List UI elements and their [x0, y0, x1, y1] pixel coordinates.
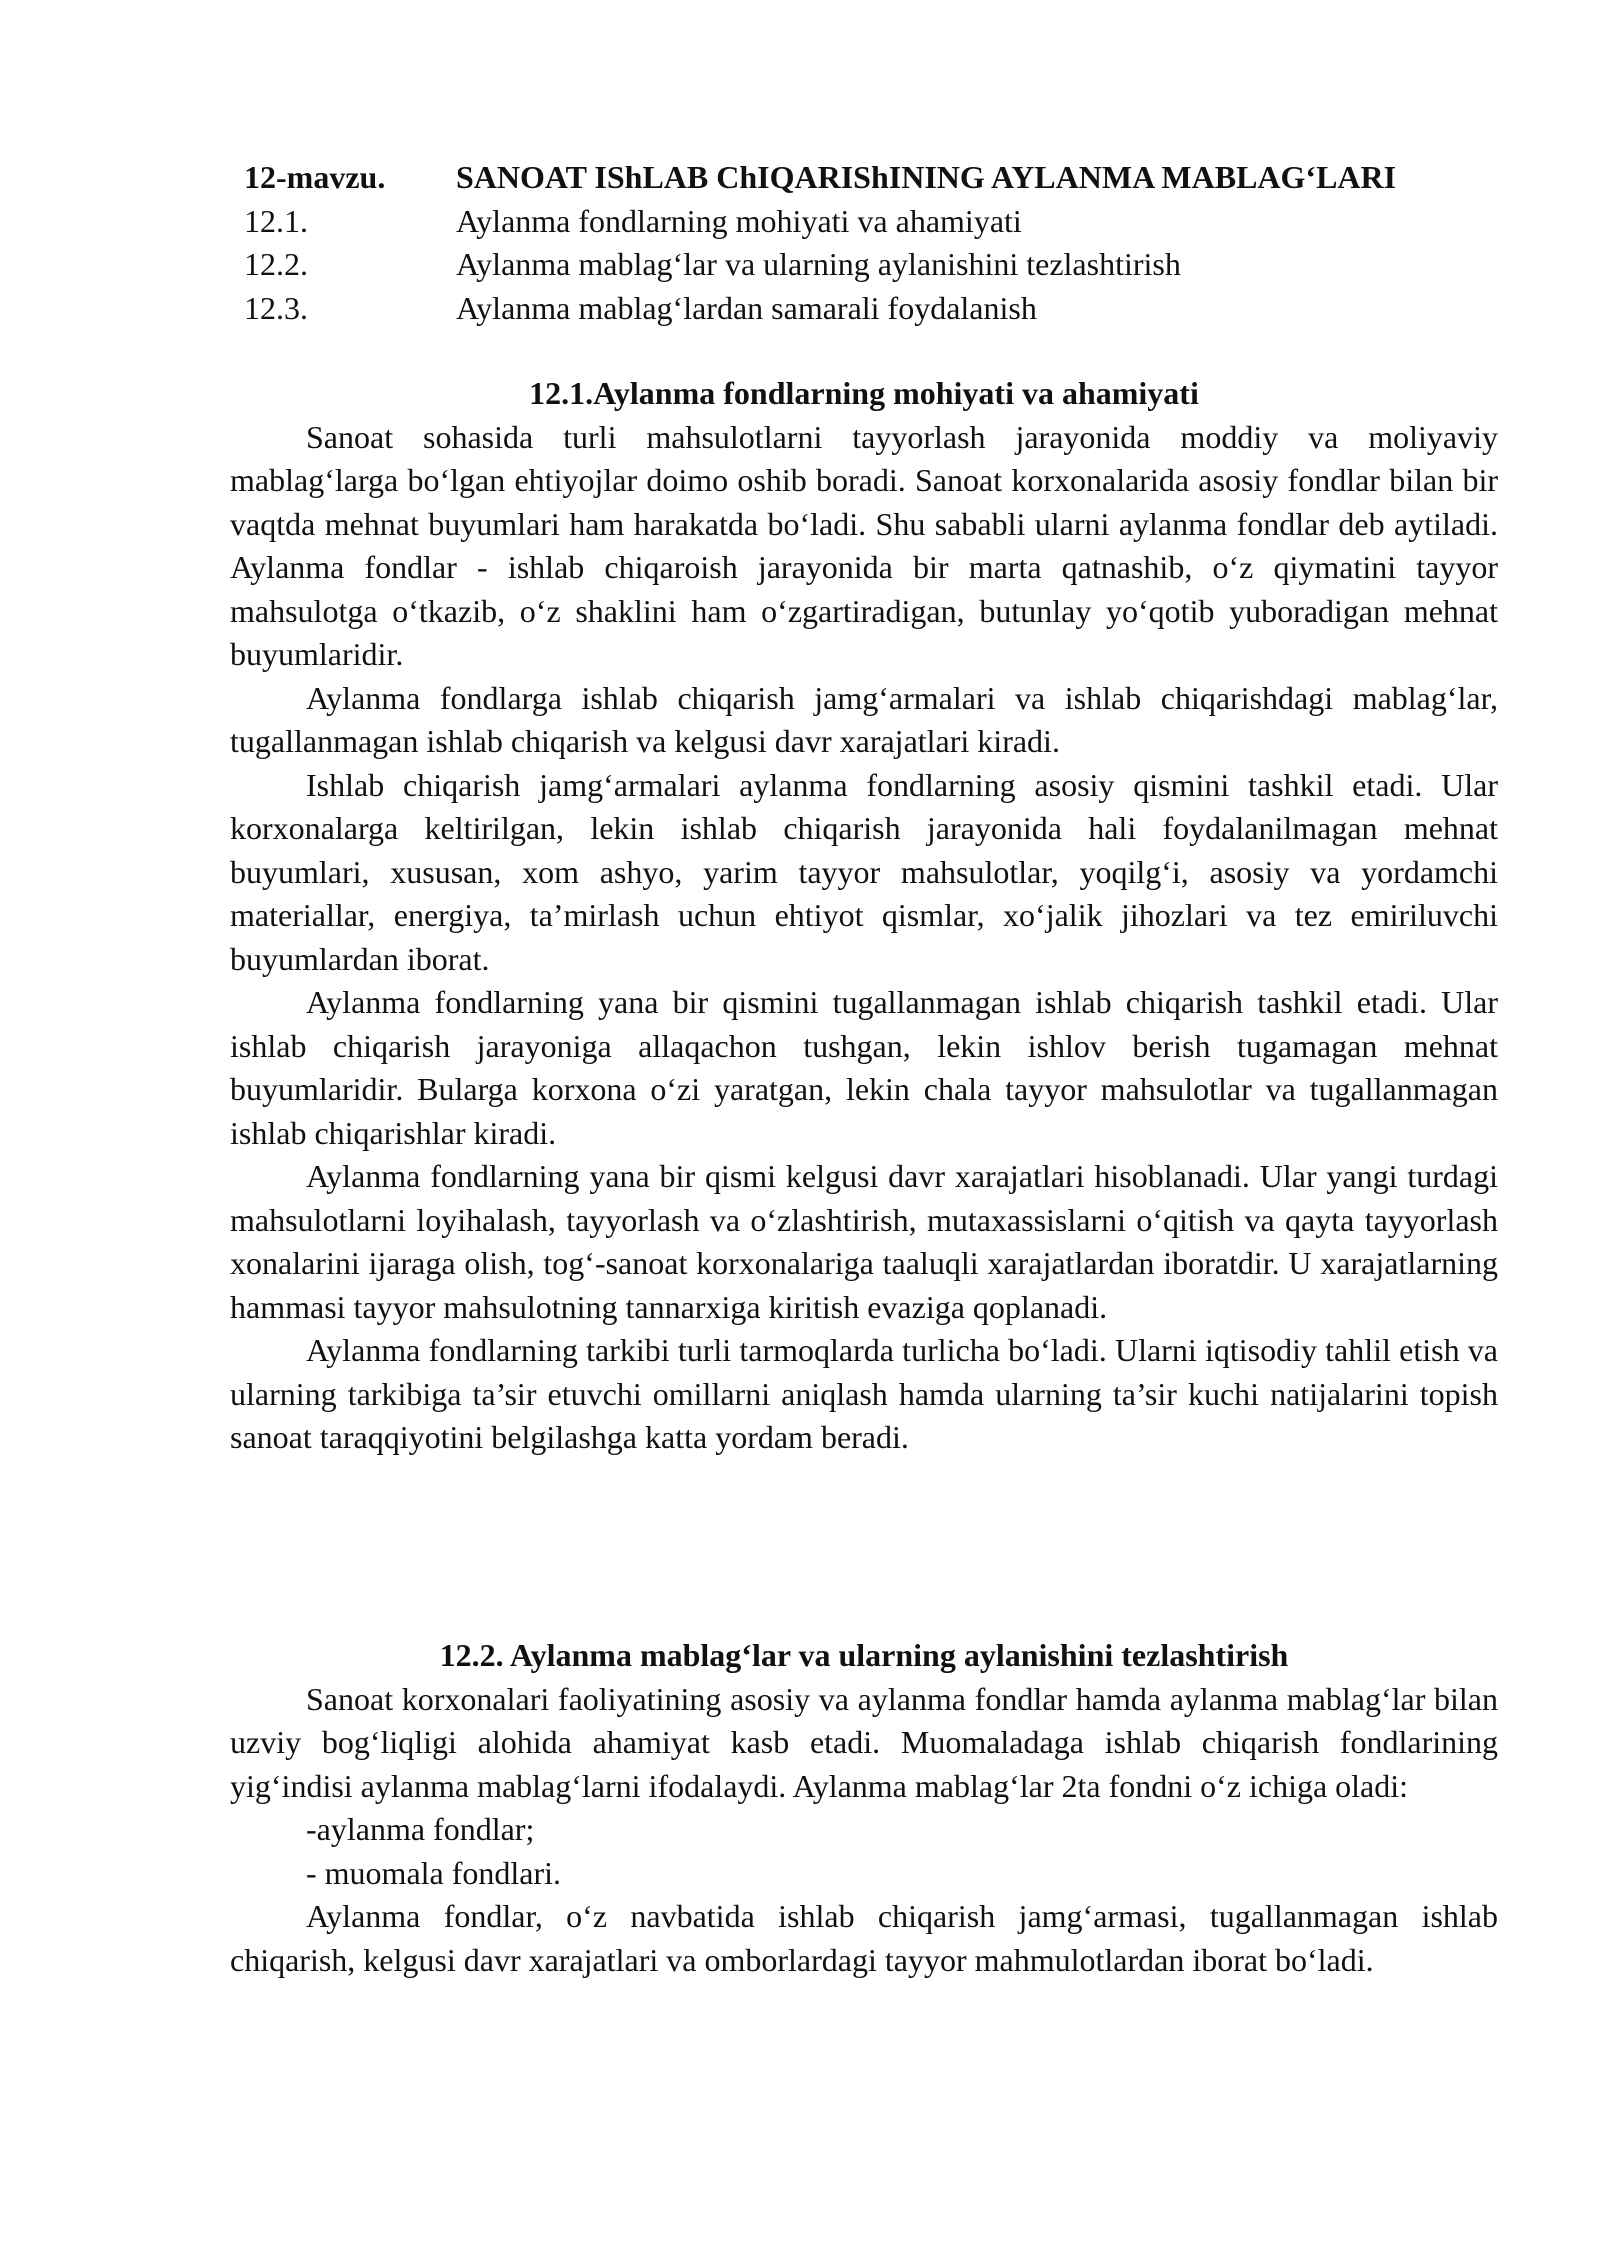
paragraph: Aylanma fondlarning tarkibi turli tarmoqlarda turlicha bo‘ladi. Ularni iqtisodiy tahlil etish va ularning tarkibiga ta’sir etuvchi omillarni aniqlash hamda ularning ta’sir kuchi natijalarini topish sanoat taraqqiyotini belgilashga katta yordam beradi.	[230, 1332, 1498, 1455]
list-item: -aylanma fondlar;	[306, 1811, 535, 1847]
topic-heading-row	[244, 156, 1584, 200]
outline-item-title: Aylanma mablag‘lar va ularning aylanishini tezlashtirish	[456, 246, 1181, 282]
paragraph: Sanoat sohasida turli mahsulotlarni tayyorlash jarayonida moddiy va moliyaviy mablag‘larga bo‘lgan ehtiyojlar doimo oshib boradi. Sanoat korxonalarida asosiy fondlar bilan bir vaqtda mehnat buyumlari ham harakatda bo‘ladi. Shu sababli ularni aylanma fondlar deb aytiladi. Aylanma fondlar - ishlab chiqaroish jarayonida bir marta qatnashib, o‘z qiymatini tayyor mahsulotga o‘tkazib, o‘z shaklini ham o‘zgartiradigan, butunlay yo‘qotib yuboradigan mehnat buyumlaridir.	[230, 418, 1498, 672]
paragraph: Aylanma fondlarning yana bir qismi kelgusi davr xarajatlari hisoblanadi. Ular yangi turdagi mahsulotlarni loyihalash, tayyorlash va o‘zlashtirish, mutaxassislarni o‘qitish va qayta tayyorlash xonalarini ijaraga olish, tog‘-sanoat korxonalariga taaluqli xarajatlardan iboratdir. U xarajatlarning hammasi tayyor mahsulotning tannarxiga kiritish evaziga qoplanadi.	[230, 1158, 1498, 1325]
section-1-heading: 12.1.Aylanma fondlarning mohiyati va ahamiyati	[529, 375, 1199, 411]
outline-item-title: Aylanma mablag‘lardan samarali foydalanish	[456, 289, 1037, 326]
paragraph: Aylanma fondlarning yana bir qismini tugallanmagan ishlab chiqarish tashkil etadi. Ular ishlab chiqarish jarayoniga allaqachon tushgan, lekin ishlov berish tugamagan mehnat buyumlaridir. Bularga korxona o‘zi yaratgan, lekin chala tayyor mahsulotlar va tugallanmagan ishlab chiqarishlar kiradi.	[230, 984, 1498, 1151]
list-item: - muomala fondlari.	[306, 1854, 562, 1891]
paragraph: Sanoat korxonalari faoliyatining asosiy va aylanma fondlar hamda aylanma mablag‘lar bilan uzviy bog‘liqligi alohida ahamiyat kasb etadi. Muomaladaga ishlab chiqarish fondlarining yig‘indisi aylanma mablag‘larni ifodalaydi. Aylanma mablag‘lar 2ta fondni o‘z ichiga oladi:	[230, 1680, 1498, 1804]
topic-number: 12-mavzu.	[244, 159, 386, 195]
section-2-heading: 12.2. Aylanma mablag‘lar va ularning aylanishini tezlashtirish	[439, 1637, 1289, 1673]
outline-item	[244, 287, 1584, 331]
outline-item-number: 12.3.	[244, 289, 308, 326]
outline-item	[244, 243, 1584, 287]
outline-item-title: Aylanma fondlarning mohiyati va ahamiyati	[456, 202, 1022, 239]
topic-outline	[244, 156, 1584, 330]
topic-title: SANOAT IShLAB ChIQARIShINING AYLANMA MABLAG‘LARI	[456, 159, 1397, 195]
section-1	[230, 372, 1498, 1460]
outline-item	[244, 200, 1584, 244]
paragraph: Aylanma fondlar, o‘z navbatida ishlab chiqarish jamg‘armasi, tugallanmagan ishlab chiqarish, kelgusi davr xarajatlari va omborlardagi tayyor mahmulotlardan iborat bo‘ladi.	[230, 1898, 1498, 1978]
paragraph: Aylanma fondlarga ishlab chiqarish jamg‘armalari va ishlab chiqarishdagi mablag‘lar, tugallanmagan ishlab chiqarish va kelgusi davr xarajatlari kiradi.	[230, 679, 1498, 759]
outline-item-number: 12.1.	[244, 202, 308, 239]
paragraph: Ishlab chiqarish jamg‘armalari aylanma fondlarning asosiy qismini tashkil etadi. Ular korxonalarga keltirilgan, lekin ishlab chiqarish jarayonida hali foydalanilmagan mehnat buyumlari, xususan, xom ashyo, yarim tayyor mahsulotlar, yoqilg‘i, asosiy va yordamchi materiallar, energiya, ta’mirlash uchun ehtiyot qismlar, xo‘jalik jihozlari va tez emiriluvchi buyumlardan iborat.	[230, 766, 1498, 977]
outline-item-number: 12.2.	[244, 246, 308, 282]
section-2	[230, 1634, 1498, 1982]
